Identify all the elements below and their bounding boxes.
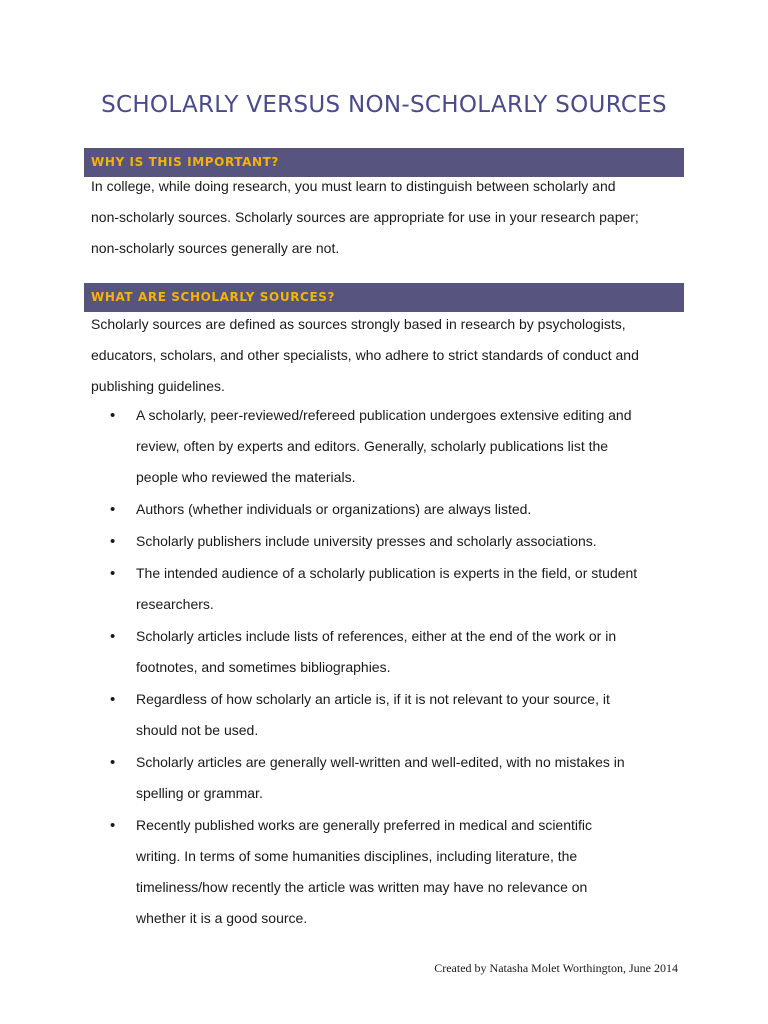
list-item-line: Recently published works are generally preferred in medical and scientific — [136, 817, 593, 833]
bullet-icon: • — [110, 533, 116, 550]
list-item-line: Regardless of how scholarly an article is, if it is not relevant to your source, it — [136, 691, 610, 707]
document-title: SCHOLARLY VERSUS NON-SCHOLARLY SOURCES — [101, 92, 667, 118]
list-item — [110, 684, 700, 746]
list-item — [110, 400, 700, 493]
paragraph-line: non-scholarly sources generally are not. — [91, 240, 340, 256]
bullet-icon: • — [110, 407, 116, 424]
paragraph-line: publishing guidelines. — [91, 378, 225, 394]
list-item-line: whether it is a good source. — [136, 910, 308, 926]
section-heading-why-important: WHY IS THIS IMPORTANT? — [84, 148, 684, 177]
paragraph-line: Scholarly sources are defined as sources strongly based in research by psychologists, — [91, 316, 626, 332]
list-item — [110, 747, 700, 809]
paragraph-line: educators, scholars, and other specialists, who adhere to strict standards of conduct and — [91, 347, 639, 363]
list-item-line: people who reviewed the materials. — [136, 469, 356, 485]
list-item — [110, 558, 700, 620]
bullet-icon: • — [110, 565, 116, 582]
list-item-line: The intended audience of a scholarly publication is experts in the field, or student — [136, 565, 638, 581]
paragraph-line: non-scholarly sources. Scholarly sources are appropriate for use in your research paper; — [91, 209, 639, 225]
list-item-line: timeliness/how recently the article was written may have no relevance on — [136, 879, 588, 895]
list-item-line: Scholarly articles include lists of references, either at the end of the work or in — [136, 628, 617, 644]
scholarly-criteria-list — [110, 400, 700, 935]
bullet-icon: • — [110, 501, 116, 518]
list-item — [110, 526, 700, 557]
list-item-line: footnotes, and sometimes bibliographies. — [136, 659, 391, 675]
list-item-line: Scholarly publishers include university presses and scholarly associations. — [136, 533, 597, 549]
list-item — [110, 810, 700, 934]
list-item-line: researchers. — [136, 596, 214, 612]
section-paragraph-why-important — [91, 171, 691, 264]
list-item-line: review, often by experts and editors. Generally, scholarly publications list the — [136, 438, 609, 454]
list-item-line: spelling or grammar. — [136, 785, 263, 801]
section-heading-what-are-scholarly: WHAT ARE SCHOLARLY SOURCES? — [84, 283, 684, 312]
paragraph-line: In college, while doing research, you must learn to distinguish between scholarly and — [91, 178, 616, 194]
bullet-icon: • — [110, 817, 116, 834]
list-item — [110, 494, 700, 525]
bullet-icon: • — [110, 754, 116, 771]
list-item-line: should not be used. — [136, 722, 259, 738]
bullet-icon: • — [110, 628, 116, 645]
list-item-line: A scholarly, peer-reviewed/refereed publication undergoes extensive editing and — [136, 407, 632, 423]
bullet-icon: • — [110, 691, 116, 708]
list-item-line: Authors (whether individuals or organizations) are always listed. — [136, 501, 532, 517]
list-item — [110, 621, 700, 683]
list-item-line: writing. In terms of some humanities disciplines, including literature, the — [136, 848, 578, 864]
list-item-line: Scholarly articles are generally well-written and well-edited, with no mistakes in — [136, 754, 625, 770]
section-paragraph-what-are-scholarly — [91, 309, 691, 402]
footer-credit: Created by Natasha Molet Worthington, June 2014 — [434, 961, 678, 975]
